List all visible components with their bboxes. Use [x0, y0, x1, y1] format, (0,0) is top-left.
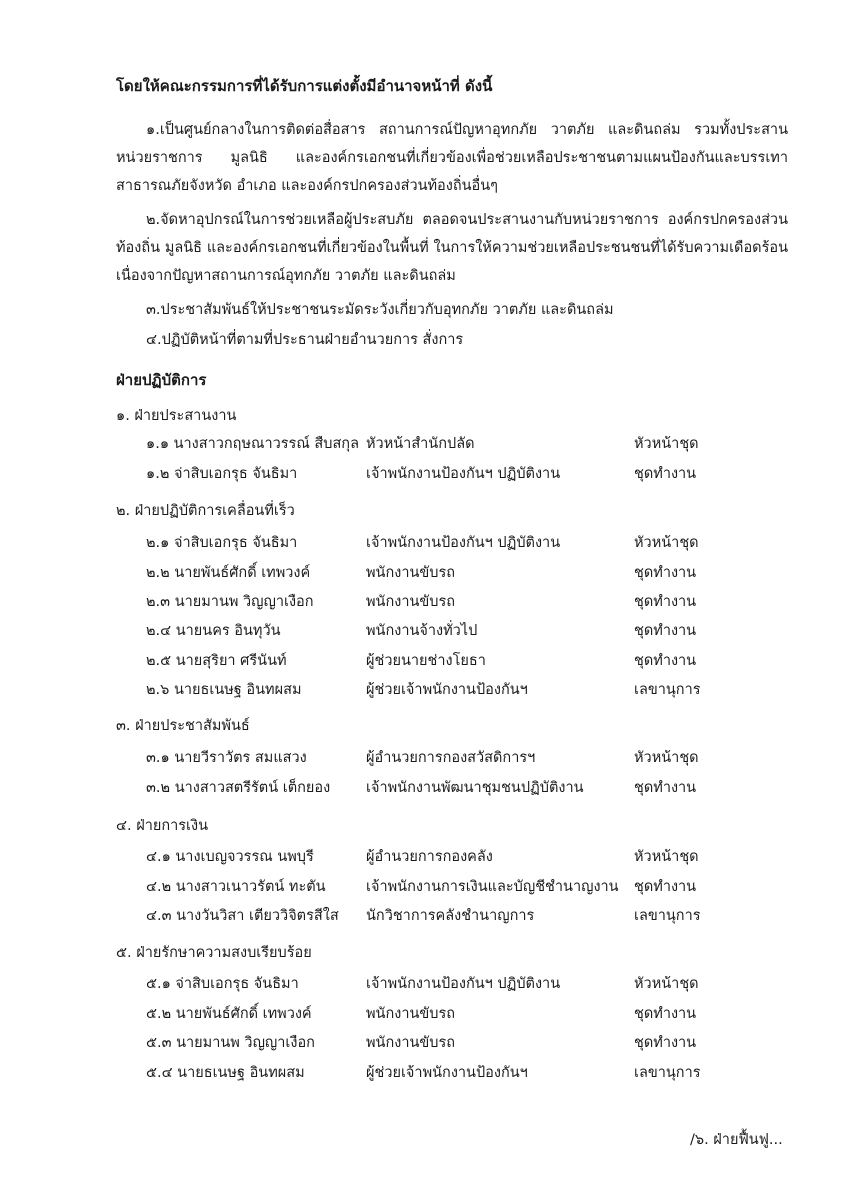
- member-position: พนักงานขับรถ: [366, 594, 456, 610]
- member-role: เลขานุการ: [634, 908, 701, 924]
- member-role: ชุดทำงาน: [634, 653, 697, 669]
- member-name: ๑.๒ จ่าสิบเอกรุธ จันธิมา: [146, 466, 298, 482]
- member-position: ผู้ช่วยเจ้าพนักงานป้องกันฯ: [366, 1065, 528, 1081]
- table-row: [0, 747, 849, 769]
- member-position: ผู้อำนวยการกองสวัสดิการฯ: [366, 750, 536, 766]
- table-row: [0, 620, 849, 642]
- member-role: ชุดทำงาน: [634, 780, 697, 796]
- group-title: ๔. ฝ่ายการเงิน: [116, 818, 208, 834]
- member-name: ๓.๑ นายวีราวัตร สมแสวง: [146, 750, 307, 766]
- continuation-note: /๖. ฝ่ายฟื้นฟู...: [690, 1132, 783, 1148]
- member-role: ชุดทำงาน: [634, 623, 697, 639]
- member-position: เจ้าพนักงานป้องกันฯ ปฏิบัติงาน: [366, 535, 561, 551]
- table-row: [0, 777, 849, 799]
- member-position: หัวหน้าสำนักปลัด: [366, 436, 475, 452]
- duty-item: ๔.ปฏิบัติหน้าที่ตามที่ประธานฝ่ายอำนวยการ สั่งการ: [146, 332, 464, 348]
- duties-heading: โดยให้คณะกรรมการที่ได้รับการแต่งตั้งมีอำนาจหน้าที่ ดังนี้: [116, 77, 493, 95]
- group-title: ๓. ฝ่ายประชาสัมพันธ์: [116, 718, 250, 734]
- table-row: [0, 905, 849, 927]
- table-row: [0, 532, 849, 554]
- member-position: พนักงานขับรถ: [366, 1006, 456, 1022]
- member-name: ๕.๓ นายมานพ วิญญาเงือก: [146, 1035, 315, 1051]
- table-row: [0, 433, 849, 455]
- member-role: เลขานุการ: [634, 682, 701, 698]
- member-name: ๒.๖ นายธเนษฐ อินทผสม: [146, 682, 302, 698]
- table-row: [0, 591, 849, 613]
- member-name: ๑.๑ นางสาวกฤษณาวรรณ์ สืบสกุล: [146, 436, 359, 452]
- group-title: ๕. ฝ่ายรักษาความสงบเรียบร้อย: [116, 945, 312, 961]
- member-name: ๕.๒ นายพันธ์ศักดิ์ เทพวงค์: [146, 1006, 312, 1022]
- member-role: หัวหน้าชุด: [634, 849, 699, 865]
- section-title: ฝ่ายปฏิบัติการ: [116, 371, 207, 389]
- member-name: ๔.๑ นางเบญจวรรณ นพบุรี: [146, 849, 314, 865]
- member-role: ชุดทำงาน: [634, 565, 697, 581]
- member-position: ผู้ช่วยนายช่างโยธา: [366, 653, 486, 669]
- member-name: ๒.๑ จ่าสิบเอกรุธ จันธิมา: [146, 535, 298, 551]
- duty-paragraph: [116, 116, 788, 200]
- member-position: เจ้าพนักงานพัฒนาชุมชนปฏิบัติงาน: [366, 780, 584, 796]
- group-title: ๑. ฝ่ายประสานงาน: [116, 408, 237, 424]
- table-row: [0, 846, 849, 868]
- member-role: ชุดทำงาน: [634, 879, 697, 895]
- table-row: [0, 562, 849, 584]
- member-position: ผู้ช่วยเจ้าพนักงานป้องกันฯ: [366, 682, 528, 698]
- duty-text: ๒.จัดหาอุปกรณ์ในการช่วยเหลือผู้ประสบภัย ตลอดจนประสานงานกับหน่วยราชการ องค์กรปกครองส่วนท้องถิ่น มูลนิธิ และองค์กรเอกชนที่เกี่ยวข้องในพื้นที่ ในการให้ความช่วยเหลือประชนชนที่ได้รับความเดือดร้อนเนื่องจากปัญหาสถานการณ์อุทกภัย วาตภัย และดินถล่ม: [116, 212, 788, 284]
- duty-item: ๓.ประชาสัมพันธ์ให้ประชาชนระมัดระวังเกี่ยวกับอุทกภัย วาตภัย และดินถล่ม: [146, 302, 614, 318]
- table-row: [0, 1032, 849, 1054]
- duty-paragraph: [116, 206, 788, 290]
- member-position: เจ้าพนักงานป้องกันฯ ปฏิบัติงาน: [366, 466, 561, 482]
- table-row: [0, 876, 849, 898]
- group-title: ๒. ฝ่ายปฏิบัติการเคลื่อนที่เร็ว: [116, 503, 295, 519]
- member-name: ๔.๒ นางสาวเนาวรัตน์ ทะตัน: [146, 879, 326, 895]
- member-name: ๕.๑ จ่าสิบเอกรุธ จันธิมา: [146, 976, 299, 992]
- member-position: นักวิชาการคลังชำนาญการ: [366, 908, 535, 924]
- member-role: เลขานุการ: [634, 1065, 701, 1081]
- member-position: เจ้าพนักงานป้องกันฯ ปฏิบัติงาน: [366, 976, 561, 992]
- table-row: [0, 973, 849, 995]
- member-name: ๔.๓ นางวันวิสา เตียววิจิตรสีใส: [146, 908, 339, 924]
- member-name: ๓.๒ นางสาวสตรีรัตน์ เต็กยอง: [146, 780, 331, 796]
- member-role: หัวหน้าชุด: [634, 750, 699, 766]
- member-position: พนักงานจ้างทั่วไป: [366, 623, 478, 639]
- member-role: ชุดทำงาน: [634, 1035, 697, 1051]
- table-row: [0, 1062, 849, 1084]
- duty-text: ๑.เป็นศูนย์กลางในการติดต่อสื่อสาร สถานการณ์ปัญหาอุทกภัย วาตภัย และดินถล่ม รวมทั้งประสานหน่วยราชการ มูลนิธิ และองค์กรเอกชนที่เกี่ยวข้องเพื่อช่วยเหลือประชาชนตามแผนป้องกันและบรรเทาสาธารณภัยจังหวัด อำเภอ และองค์กรปกครองส่วนท้องถิ่นอื่นๆ: [116, 122, 788, 194]
- member-name: ๒.๓ นายมานพ วิญญาเงือก: [146, 594, 314, 610]
- member-position: พนักงานขับรถ: [366, 1035, 456, 1051]
- member-role: ชุดทำงาน: [634, 466, 697, 482]
- member-name: ๒.๒ นายพันธ์ศักดิ์ เทพวงค์: [146, 565, 311, 581]
- table-row: [0, 679, 849, 701]
- table-row: [0, 1003, 849, 1025]
- member-role: หัวหน้าชุด: [634, 976, 699, 992]
- table-row: [0, 463, 849, 485]
- member-role: ชุดทำงาน: [634, 1006, 697, 1022]
- member-name: ๒.๕ นายสุริยา ศรีนันท์: [146, 653, 287, 669]
- table-row: [0, 650, 849, 672]
- member-position: เจ้าพนักงานการเงินและบัญชีชำนาญงาน: [366, 879, 619, 895]
- member-position: ผู้อำนวยการกองคลัง: [366, 849, 493, 865]
- member-role: ชุดทำงาน: [634, 594, 697, 610]
- member-position: พนักงานขับรถ: [366, 565, 456, 581]
- member-role: หัวหน้าชุด: [634, 535, 699, 551]
- member-role: หัวหน้าชุด: [634, 436, 699, 452]
- member-name: ๒.๔ นายนคร อินทุวัน: [146, 623, 281, 639]
- member-name: ๕.๔ นายธเนษฐ อินทผสม: [146, 1065, 305, 1081]
